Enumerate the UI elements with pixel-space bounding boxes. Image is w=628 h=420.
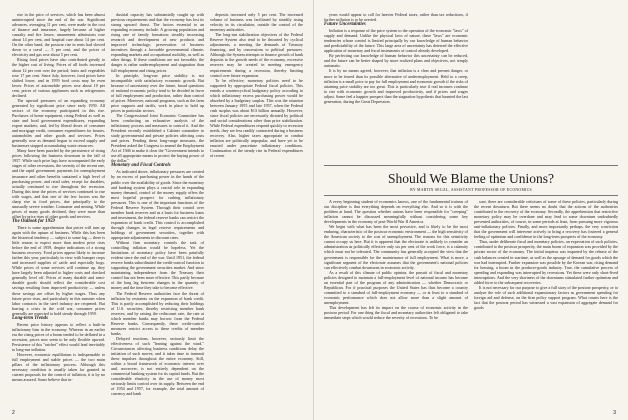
body-paragraph: years would appear to call for heavier Federal taxes, rather than tax reductions, if further inflation is to be averted.	[324, 12, 468, 23]
section-subheading: Long-term Trends	[12, 315, 48, 321]
byline-divider	[324, 195, 618, 196]
right-column-2	[474, 12, 618, 162]
article-byline	[324, 188, 618, 192]
body-paragraph: The upward pressures of an expanding economy generated by significant price since early 1959. All sectors of the economy participated in this rise. Purchases of home equipment, rising Federal as well as state and local government expenditures, expanding export markets; and, fed by liberal doses of consumer and mortgage credit, consumer expenditures for houses, automobiles and other goods and services. Prices generally rose as demand began to exceed supply and businesses stopped accumulating waste resources.	[12, 97, 105, 149]
body-paragraph: Many have been puzzled by the persistence of rising prices following the business downturn in the fall of 1957. While such price lags have accompanied the early stages of other recessions, the severity of the recent one, and the rapid government payments for unemployment insurance and other benefits sustained a high level of purchasing power, and retail sales, except for durables, actually continued to rise throughout the recession. During this time the prices of services continued to rise with wages, and that one of the few factors was the sharp rise in food prices, due principally to the unusually severe weather. Consumer and mining. While prices of many goods declined, they were more than offset by price rises of other goods and services.	[12, 148, 105, 219]
left-column-1	[12, 12, 105, 406]
byline-prefix: BY	[410, 188, 418, 192]
article-headline: Should We Blame the Unions?	[388, 171, 554, 186]
article-paragraph: We begin with what has been the most pervasive, and is likely to be the most enduring, characteristic of the postwar economic environment — the high sensitivity of the American society to the cost of unemployment. The reasons for this sensitivity cannot occupy us here. But it is apparent that the electorate is unlikely to consider an administration as politically effective only six per cent of the work force, is a calamity which must not be tolerated. The community has generally accepted the view that the government is responsible for the maintenance of full employment. What is more, a significant segment of the electorate assumes that the government's national policies can effectively combat downturns in economic activity.	[324, 224, 468, 270]
page-number-left: 2	[12, 410, 15, 416]
body-paragraph: By perfecting our knowledge of human behavior this uncertainty can be reduced, and the future can be better shaped by more realized plans and objectives, not simply automatic.	[324, 53, 468, 69]
body-paragraph: Recent price history appears to reflect a built-in inflationary bias in the economy. Whereas in an earlier era the rising prices of a boom tended to be deflated in a recession, prices now seem to be only flexible upward. Persistence of this "ratchet" effect would lead inevitably to long-run inflation.	[12, 321, 105, 352]
body-paragraph: rise in the price of services, which has been almost uninterrupted since the end of the war. Significant advances, averaging 11 per cent, were made in the cost of finance and insurance, largely because of higher casualty and fire losses; amusement admissions rose about 14 per cent, and hospital care about 14 per cent. On the other hand, the postwar rise in rents had slowed down to a crawl — 5 per cent, and the prices of electricity and gas rose about 5 per cent.	[12, 12, 105, 58]
byline-author: MARTIN SEGAL,	[417, 188, 450, 192]
body-paragraph: As indicated above, inflationary pressures are created by an excess of purchasing power in the hands of the public over the availability of goods. Since the monetary and banking system plays a crucial role in expanding money demand, control of the money supply offers the most hopeful prospect for curbing inflationary pressures. This is one of the important functions of the Federal Reserve System. Through their control over member bank reserves and as a basis for business loans and investment, the federal reserve banks can restrict the expansion of bank credit. This control is accomplished through changes in legal reserve requirements and holdings of government securities, together with appropriate adjustments in discount rates.	[111, 169, 204, 241]
body-paragraph: deposits increased only 5 per cent. The increased volume of business was facilitated by steadily rising velocity in its circulation, outside the control of the monetary authorities.	[210, 12, 303, 33]
section-subheading: Monetary and Fiscal Controls	[111, 163, 171, 169]
article-column-1	[324, 199, 468, 414]
body-paragraph: In principle, long-run price stability is not incompatible with satisfactory economic growth. But because of uncertainty over the future, broad questions of national economic policy tend to be decided in favor of full employment and production, rather than control of prices. Moreover, national programs, such as the farm price supports and tariffs, work in place to hold up prices in particular sectors.	[111, 72, 204, 113]
left-column-3	[210, 12, 303, 406]
body-paragraph: It is by no means agreed, however, that inflation is a clear and present danger, or more to be feared than its possible alternative of underemployment. Held to a creep, inflation is a small price to pay for full employment and economic growth if the risks of attaining price stability are too great. This is particularly true if real incomes continue to rise with economic growth and improved productivity, and if prices and wages adjust. Some feel a happier prospect than the stagnation hypothesis that haunted the last generation, during the Great Depression.	[324, 68, 468, 104]
article-paragraph: It is not necessary for our purpose to give a full story of the postwar prosperity, or to analyze the role of such additional expansionary factors as government spending for foreign aid and defense, on the firm policy support program. What counts here is the fact that the postwar period has witnessed a vast expansion of aggregate demand for goods	[474, 284, 618, 310]
article-columns	[324, 199, 618, 414]
right-page-upper-columns	[324, 12, 618, 162]
body-paragraph: However, economic equilibrium is indispensable to full employment and stable prices — the two main pillars of the inflationary process. Although this necessary condition is usually taken for granted in current proposals for the control of inflation, it is by no means assured. Some believe that in-	[12, 352, 105, 383]
right-page	[314, 0, 628, 420]
section-subheading: The Outlook for 1959	[12, 218, 55, 224]
section-subheading: Future Uncertainties	[324, 22, 366, 28]
article-column-2	[474, 199, 618, 414]
left-page-columns	[12, 12, 303, 406]
body-paragraph: dustrial capacity has substantially caught up with previous requirements and that the economy has lost its strong upward thrust. The factors essential to an expanding economy include: A growing population and rising rate of family formation; steadily increasing research and development of new products and improved technology; preservation of business incentives through a favorable governmental climate; expanding markets and occupational mobility, as well as other things. If these conditions are not favorable, the danger is rather underemployment and stagnation than full employment and rising prices.	[111, 12, 204, 73]
article-paragraph: A every beginning student of economics knows, one of the fundamental truisms of our discipline is that everything depends on everything else. And so it is with the problem at hand. The question whether unions have been responsible for "creeping" inflation cannot be discussed meaningfully without considering some key developments in the economy of post-World War II America.	[324, 199, 468, 225]
body-paragraph: Without firm monetary controls the task of controlling inflation would be hopeless. Yet the limitations of monetary policy have been painfully evident since the end of the war. Until 1951, the federal reserve banks subordinated the credit-control function to supporting the government securities market. And since maintaining independence from the Treasury their control has not been more effective. This partly because of the long lag between changes in the quantity of money and the time they take to become effective.	[111, 240, 204, 291]
right-column-1	[324, 12, 468, 162]
article-paragraph: sure, there are considerable criticisms of some of these policies, particularly during the recent downturn. But there seems no doubt that the actions of the authorities contributed to the recovery of the economy. Secondly, the apprehension that restrictive monetary policy may be overdone and may lead to some downturn undoubtedly prevented authorities, of course, in some periods at least, from pursuing more vigorous anti-inflationary policies. Finally, and more importantly perhaps, the very conviction that the government will intervene actively to bring a recovery has fostered a general feeling of optimism and confidence in the long-term prospects of the economy.	[474, 199, 618, 240]
body-paragraph: The Federal Reserve authorities face the threat of inflation by restraints on the expansion of bank credit. This is partly accomplished by reducing their holdings of U.S. securities, thereby restricting member bank reserves, and by raising the rediscount rate, the rate at which member banks may borrow from the Federal Reserve banks. Consequently, these credit-control measures restrict access to these credits of member banks.	[111, 290, 204, 336]
page-number-right: 3	[613, 410, 616, 416]
body-paragraph: The Congressional Joint Economic Committee has been conducting an exhaustive analysis of the inflationary process and measures to control it. And the President recently established a Cabinet committee to study governmental and private policies affecting costs and prices. Pending these long-range measures, the President asked the Congress to amend the Employment Act of 1946 to make it clear the "Government intends to use all appropriate means to protect the buying power of the dollar."	[111, 112, 204, 164]
body-paragraph: To be effective, monetary policies need to be supported by appropriate Federal fiscal policies. This entails a countercyclical budgetary policy according to which inflationary excess purchasing power would be absorbed by a budgetary surplus. This was the situation between January 1955 and late 1957, when the Federal cash surplus was about $13 billion annually. However, since fiscal policies are necessarily dictated by political and social considerations other than price stabilization. While Federal expenditures respond quickly to recession needs, they are less readily contracted during a business recovery. Also, higher taxes appropriate to combat inflation are politically unpopular, and have yet to be enacted under peacetime inflationary conditions. Continuation of the steady rise in Federal expenditures of recent	[210, 77, 303, 159]
body-paragraph: Rising food prices have also contributed greatly to the higher cost of living. Prices of all foods increased about 12 per cent over the period; fruits and vegetables rose 17 per cent. Since July, however, food prices have shifted lower, and in 1959 food costs may be even lower. Prices of automobile prices rose about 10 per cent, prices of various appliances such as refrigerators declined.	[12, 57, 105, 98]
article-paragraph: This development has left its impact on the course of economic activity in the postwar period. For one thing the fiscal and monetary authorities felt obligated to take immediate steps which would reduce the severity of recessions. To be	[324, 304, 468, 321]
article-paragraph: Thus, under deliberate fiscal and monetary policies, an expectation of such policies, contributed to the postwar prosperity, the main boom of expansion was provided by the private sector of the economy. The initial impetus was imparted by the release of the cash balances created in wartime, as well as the upsurge of demand for goods which the war had interrupted. Further expansion was possible by the Korean war, rising demand for housing, a boom in the producer-goods industry. True, the cumulative process of spending and expanding was interrupted by recessions. Yet these were only short-lived interruptions. And the very shortness of the downturns stimulated further optimism and added force to the subsequent recoveries.	[474, 239, 618, 285]
article-paragraph: As a result of this climate of public opinion, the pursuit of fiscal and monetary policies designed to maintain a full-employment level of national income has become an essential part of the program of any administration — whether Democratic or Republican. For if practical purposes the United States has thus become a country committed to a standard of full-employment economy — or at least to a standard of economic performance which does not allow more than a slight amount of unemployment.	[324, 269, 468, 305]
byline-title: ASSISTANT PROFESSOR OF ECONOMICS	[449, 188, 532, 192]
body-paragraph: Inflation is a response of the price system to the operation of the economic "laws" of supply and demand. Unlike the physical laws of nature, these "laws" are economic tendencies whose control is limited principally by our knowledge of human behavior and predictability of the future. This large area of uncertainty has deterred the effective application of monetary and fiscal instruments of control already developed.	[324, 28, 468, 54]
body-paragraph: There is some apprehension that prices will turn up again with the upturn of business. While this has been the historical tendency — subject to some lag — there is little reason to expect more than modest price rises before the end of 1959, despite indications of a strong business recovery. Food prices appear likely to increase farther this year, particularly in view with bumper crops and increased supplies of cattle and especially hogs. While prices of some services will continue up, they have largely been adjusted to higher costs and checked generally level off. Prices of many durable and semi-durable goods should reflect the considerable cost savings resulting from improved productivity — unless these savings are offset by higher wages. Thus any future price rises, and particularly in this summer when labor contracts in the steel industry are reopened. But barring a crisis in the cold war, consumer prices generally are expected to hold steady through 1959.	[12, 224, 105, 316]
body-paragraph: Delayed reactions, however, seriously limit the effectiveness of such "leaning against the wind." Circumstances affecting business conditions delay the initiation of such moves; and it takes time to transmit these impulses throughout the entire economy. Still, within a broad framework of economic interest over and, moreover, is not entirely dependent on the commercial banking system for its capital funds. But the considerable elasticity in the use of money most seriously limits control over its supply. Between the end of 1954 and 1957, for example, the total amount of currency and bank	[111, 335, 204, 397]
body-paragraph: The long-run stabilization objectives of the Federal Reserve System also tend to be thwarted by cyclical adjustments, a meeting the demands of Treasury financing, and by concessions to political pressures. Although the System attempts to finance growth of bank deposits to the growth needs of the economy, excessive reserves may be created in meeting emergency requirements during a recession, thereby limiting control over future expansion.	[210, 32, 303, 78]
section-divider	[324, 165, 618, 166]
left-column-2	[111, 12, 204, 406]
